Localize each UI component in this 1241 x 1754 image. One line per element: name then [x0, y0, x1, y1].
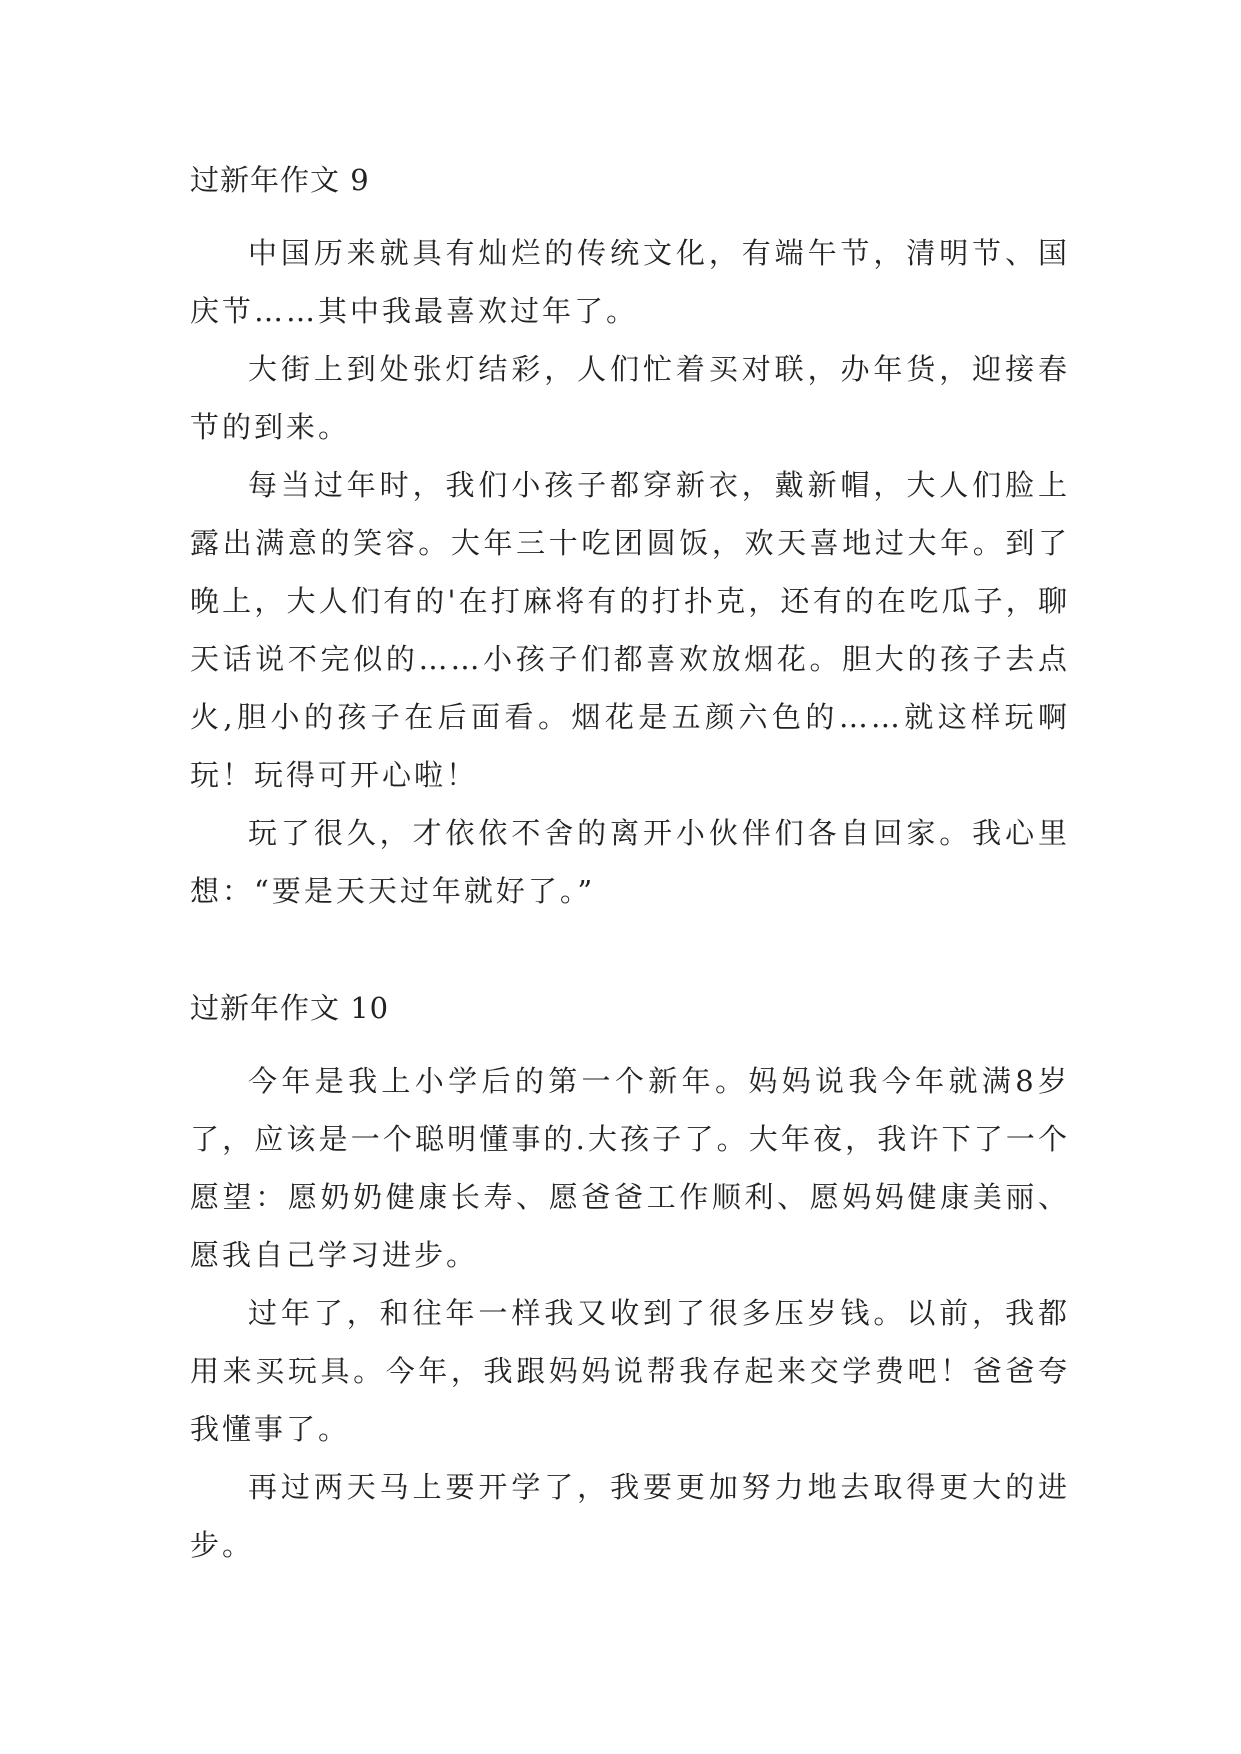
essay-10	[190, 988, 1070, 1574]
document-page	[190, 160, 1070, 1574]
essay-paragraph: 大街上到处张灯结彩，人们忙着买对联，办年货，迎接春节的到来。	[190, 352, 1070, 444]
essay-paragraph: 玩了很久，才依依不舍的离开小伙伴们各自回家。我心里想：“要是天天过年就好了。”	[190, 816, 1070, 908]
essay-paragraph: 再过两天马上要开学了，我要更加努力地去取得更大的进步。	[190, 1470, 1070, 1562]
essay-paragraph: 每当过年时，我们小孩子都穿新衣，戴新帽，大人们脸上露出满意的笑容。大年三十吃团圆饭，欢天喜地过大年。到了晚上，大人们有的'在打麻将有的打扑克，还有的在吃瓜子，聊天话说不完似的……小孩子们都喜欢放烟花。胆大的孩子去点火,胆小的孩子在后面看。烟花是五颜六色的……就这样玩啊玩！玩得可开心啦！	[190, 468, 1070, 792]
essay-title: 过新年作文 9	[190, 163, 370, 197]
essay-9	[190, 160, 1070, 920]
essay-paragraph: 过年了，和往年一样我又收到了很多压岁钱。以前，我都用来买玩具。今年，我跟妈妈说帮我存起来交学费吧！爸爸夸我懂事了。	[190, 1296, 1070, 1446]
essay-paragraph: 中国历来就具有灿烂的传统文化，有端午节，清明节、国庆节……其中我最喜欢过年了。	[190, 236, 1070, 328]
section-spacer	[190, 920, 1070, 988]
essay-title: 过新年作文 10	[190, 991, 390, 1025]
essay-paragraph: 今年是我上小学后的第一个新年。妈妈说我今年就满8岁了，应该是一个聪明懂事的.大孩子了。大年夜，我许下了一个愿望：愿奶奶健康长寿、愿爸爸工作顺利、愿妈妈健康美丽、愿我自己学习进步。	[190, 1064, 1070, 1272]
